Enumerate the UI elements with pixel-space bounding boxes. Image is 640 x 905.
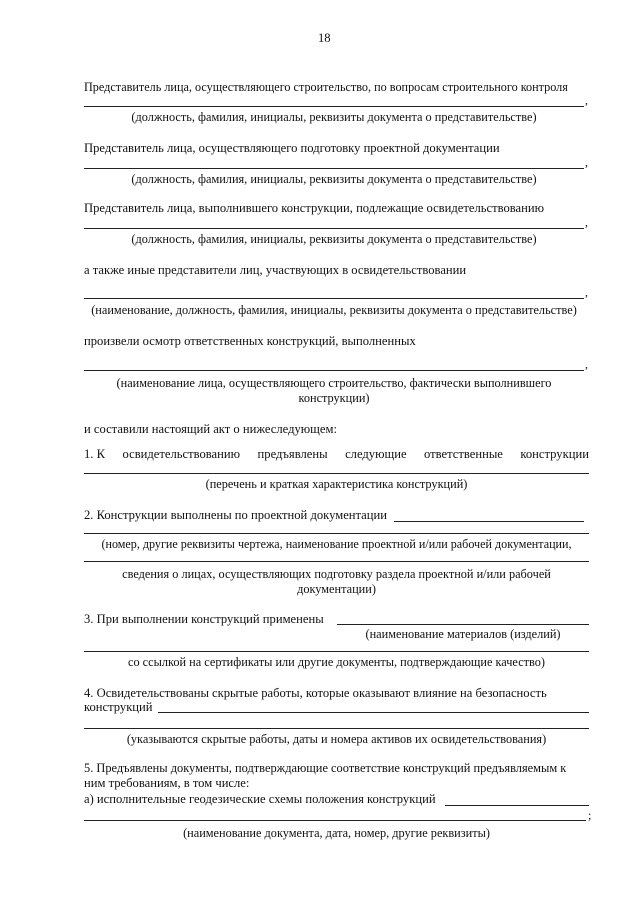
construction-rep-heading: Представитель лица, осуществляющего строительство, по вопросам строительного контроля [84, 80, 568, 94]
item4-caption: (указываются скрытые работы, даты и номера активов их освидетельствования) [126, 732, 547, 746]
item1-word: 1. К [84, 447, 105, 461]
comma-mark: , [585, 215, 588, 229]
construction-rep-caption: (должность, фамилия, инициалы, реквизиты документа о представительстве) [131, 110, 537, 124]
item2-fill-line-2 [84, 561, 589, 562]
item3-text: 3. При выполнении конструкций применены [84, 612, 324, 626]
item1-word: следующие [345, 447, 407, 461]
contractor-rep-fill-line [84, 228, 584, 229]
item1-word: освидетельствованию [122, 447, 241, 461]
item5-inline-line [445, 805, 589, 806]
item4-line2: конструкций [84, 700, 153, 714]
comma-mark: , [585, 93, 588, 107]
comma-mark: , [585, 155, 588, 169]
item1-word: конструкции [520, 447, 589, 461]
construction-rep-fill-line [84, 106, 584, 107]
other-reps-caption: (наименование, должность, фамилия, инициалы, реквизиты документа о представительстве) [91, 303, 577, 317]
other-reps-fill-line [84, 298, 584, 299]
item3-caption1: (наименование материалов (изделий) [365, 627, 561, 641]
inspection-heading: произвели осмотр ответственных конструкций, выполненных [84, 334, 416, 348]
item2-fill-line [84, 533, 589, 534]
item5-sub-a: а) исполнительные геодезические схемы положения конструкций [84, 792, 436, 806]
item2-caption2-line1: сведения о лицах, осуществляющих подготовку раздела проектной и/или рабочей [122, 567, 551, 581]
item1-caption: (перечень и краткая характеристика конструкций) [205, 477, 468, 491]
comma-mark: , [585, 285, 588, 299]
comma-mark: , [585, 357, 588, 371]
design-rep-caption: (должность, фамилия, инициалы, реквизиты документа о представительстве) [131, 172, 537, 186]
item3-inline-line [337, 624, 589, 625]
item4-fill-line [84, 728, 589, 729]
item2-caption1: (номер, другие реквизиты чертежа, наименование проектной и/или рабочей документации, [101, 537, 572, 551]
item1-line [84, 447, 589, 462]
design-rep-heading: Представитель лица, осуществляющего подготовку проектной документации [84, 141, 500, 155]
item2-caption2-line2: документации) [297, 582, 376, 596]
item3-caption2: со ссылкой на сертификаты или другие документы, подтверждающие качество) [128, 655, 545, 669]
item4-inline-line [158, 712, 589, 713]
item5-caption: (наименование документа, дата, номер, другие реквизиты) [183, 826, 490, 840]
semicolon-mark: ; [588, 808, 592, 822]
item1-word: ответственные [424, 447, 503, 461]
inspection-fill-line [84, 370, 584, 371]
contractor-rep-caption: (должность, фамилия, инициалы, реквизиты документа о представительстве) [131, 232, 537, 246]
item5-line1: 5. Предъявлены документы, подтверждающие соответствие конструкций предъявляемым к [84, 761, 567, 775]
item5-line2: ним требованиям, в том числе: [84, 776, 250, 790]
item1-fill-line [84, 473, 589, 474]
inspection-caption-line2: конструкции) [298, 391, 370, 405]
item2-inline-line [394, 521, 584, 522]
item5-fill-line [84, 820, 586, 821]
other-reps-heading: а также иные представители лиц, участвующих в освидетельствовании [84, 263, 467, 277]
item2-text: 2. Конструкции выполнены по проектной документации [84, 508, 387, 522]
page-number: 18 [318, 31, 331, 45]
item4-line1: 4. Освидетельствованы скрытые работы, которые оказывают влияние на безопасность [84, 686, 547, 700]
intro-text: и составили настоящий акт о нижеследующем: [84, 422, 337, 436]
item1-word: предъявлены [257, 447, 328, 461]
item3-fill-line [84, 651, 589, 652]
inspection-caption-line1: (наименование лица, осуществляющего строительство, фактически выполнившего [116, 376, 552, 390]
design-rep-fill-line [84, 168, 584, 169]
contractor-rep-heading: Представитель лица, выполнившего конструкции, подлежащие освидетельствованию [84, 201, 544, 215]
